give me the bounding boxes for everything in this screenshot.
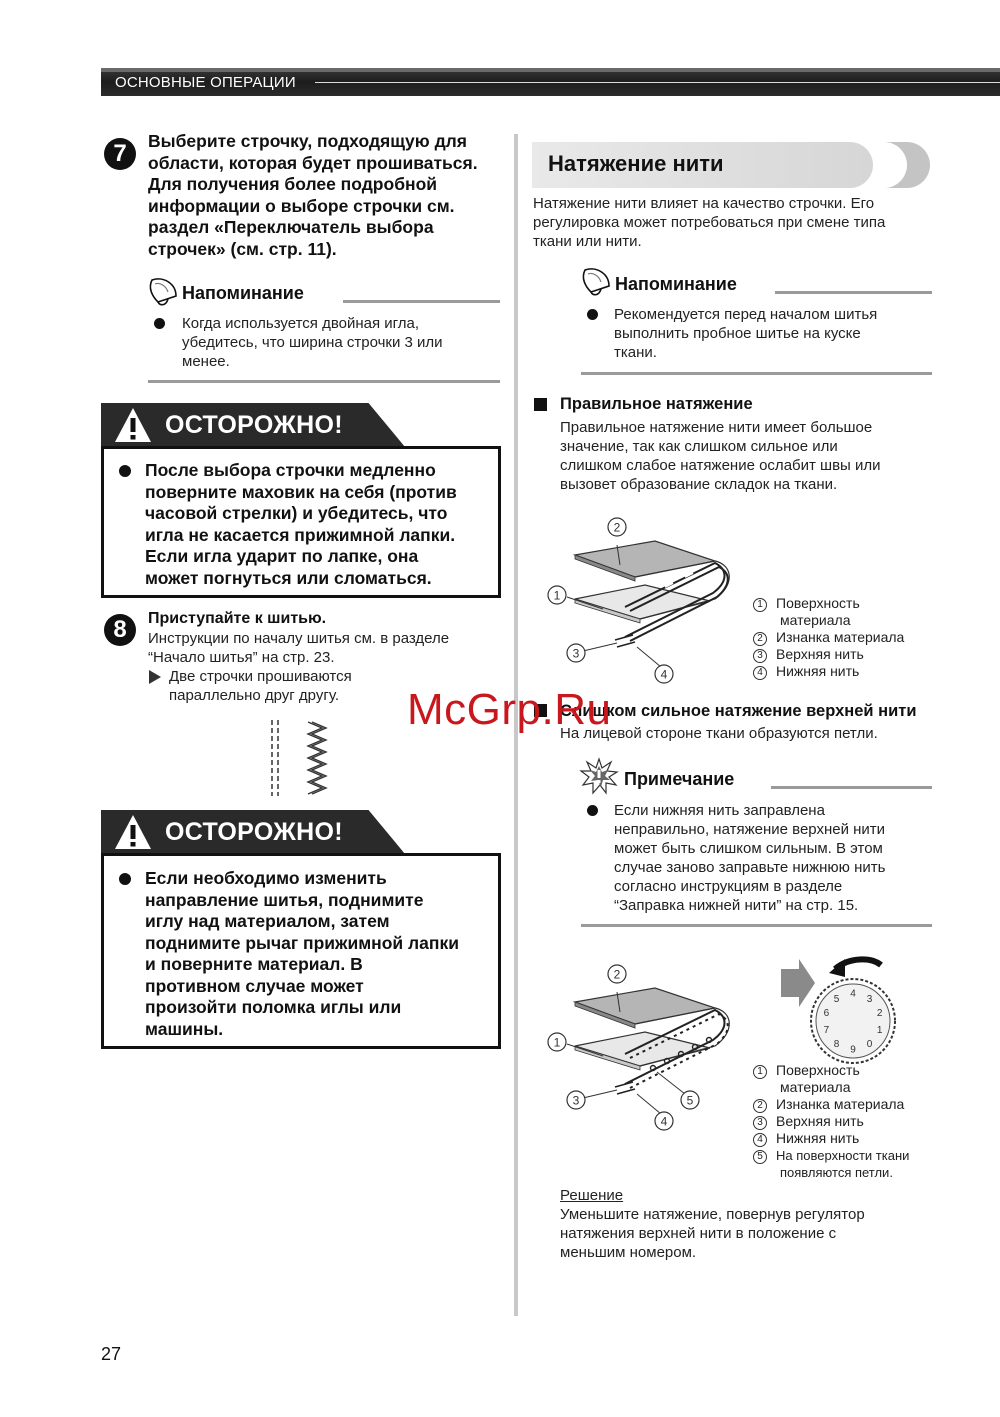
svg-text:1: 1 [553, 1035, 561, 1050]
svg-text:3: 3 [572, 1093, 580, 1108]
caution-line: произойти поломка иглы или [145, 997, 402, 1017]
legend-label: Нижняя нить [776, 1129, 860, 1146]
memo-title: Напоминание [182, 283, 304, 303]
solution-line: натяжения верхней нити в положение с [560, 1225, 837, 1242]
header-rule [315, 82, 1000, 83]
caution-line: Если необходимо изменить [145, 868, 387, 888]
memo-title: Напоминание [615, 274, 737, 294]
solution-line: Уменьшите натяжение, повернув регулятор [560, 1206, 865, 1223]
text-line: вызовет образование складок на ткани. [560, 476, 838, 493]
step-7-line: раздел «Переключатель выбора [148, 217, 434, 237]
legend-item [753, 646, 904, 663]
text-line: Правильное натяжение нити имеет большое [560, 419, 873, 436]
legend-item [753, 629, 904, 646]
result-arrow-icon [149, 670, 161, 684]
legend-number: 3 [753, 1116, 767, 1130]
intro-line: регулировка может потребоваться при смене типа [533, 214, 886, 231]
caution-line: иглу над материалом, затем [145, 911, 390, 931]
legend-label: материала [780, 1079, 851, 1095]
legend-item [753, 1147, 909, 1165]
memo-bottom-rule [148, 380, 500, 383]
legend-2 [753, 1062, 909, 1181]
legend-number: 2 [753, 632, 767, 646]
note-line: “Заправка нижней нити” на стр. 15. [614, 897, 859, 914]
legend-item [753, 1113, 909, 1130]
step-7-line: строчек» (см. стр. 11). [148, 238, 337, 259]
dial-number: 4 [850, 988, 856, 1000]
legend-number: 4 [753, 1133, 767, 1147]
svg-text:3: 3 [572, 646, 580, 661]
step-8-number: 8 [104, 614, 136, 646]
caution-text [145, 460, 457, 589]
correct-tension-heading: Правильное натяжение [560, 395, 753, 413]
memo-title-rule [343, 300, 500, 303]
note-line: может быть слишком сильным. В этом [614, 840, 883, 857]
note-line: Если нижняя нить заправлена [614, 802, 825, 819]
memo-text [614, 305, 877, 362]
section-intro [533, 194, 885, 251]
step-7-line: информации о выборе строчки см. [148, 195, 455, 216]
solution-label: Решение [560, 1187, 624, 1204]
legend-label: Верхняя нить [776, 1112, 864, 1129]
caution-line: противном случае может [145, 975, 364, 996]
legend-item [753, 595, 904, 612]
legend-label: появляются петли. [780, 1164, 893, 1180]
caution-line: может погнуться или сломаться. [145, 567, 432, 588]
dial-number: 9 [850, 1044, 856, 1056]
legend-1 [753, 595, 904, 680]
intro-line: ткани или нити. [533, 233, 642, 250]
bell-icon [579, 266, 613, 298]
note-title-rule [771, 786, 932, 789]
watermark: McGrp.Ru [407, 685, 612, 734]
dial-number: 6 [823, 1007, 830, 1019]
correct-tension-text [560, 418, 881, 494]
legend-item [753, 1096, 909, 1113]
legend-label: Верхняя нить [776, 645, 864, 662]
legend-number: 5 [753, 1150, 767, 1164]
section-title: Натяжение нити [548, 151, 724, 176]
section-square-bullet [534, 398, 547, 411]
dial-number: 3 [866, 993, 873, 1005]
caution-line: и поверните материал. В [145, 954, 363, 974]
result-line: Две строчки прошиваются [169, 668, 352, 685]
solution-text [560, 1205, 865, 1262]
memo-line: ткани. [614, 344, 657, 361]
dial-number: 2 [876, 1007, 883, 1019]
dial-number: 5 [833, 993, 840, 1005]
caution-title: ОСТОРОЖНО! [165, 818, 343, 846]
legend-label: На поверхности ткани [776, 1147, 910, 1163]
legend-number: 1 [753, 1065, 767, 1079]
caution-text [145, 868, 459, 1040]
legend-number: 1 [753, 598, 767, 612]
note-title: Примечание [624, 769, 735, 789]
dial-number: 8 [833, 1039, 840, 1051]
step-7-line: Для получения более подробной [148, 174, 438, 194]
caution-title: ОСТОРОЖНО! [165, 411, 343, 439]
note-text [614, 801, 885, 915]
step-8-text [148, 629, 449, 667]
bullet [119, 873, 131, 885]
bullet [154, 318, 165, 329]
step-7-number: 7 [104, 138, 136, 170]
legend-item [753, 1062, 909, 1079]
svg-text:2: 2 [613, 967, 621, 982]
legend-number: 3 [753, 649, 767, 663]
legend-label: материала [780, 612, 851, 628]
memo-title-rule [775, 291, 932, 294]
note-line: неправильно, натяжение верхней нити [614, 821, 886, 838]
legend-label: Нижняя нить [776, 662, 860, 679]
twin-stitch-illustration [262, 718, 334, 800]
step-8-line: Инструкции по началу шитья см. в разделе [148, 630, 450, 647]
solution-line: меньшим номером. [560, 1244, 697, 1261]
step-7-text [148, 131, 478, 260]
caution-line: направление шитья, поднимите [145, 889, 424, 910]
legend-item [753, 663, 904, 680]
result-line: параллельно друг другу. [169, 687, 339, 704]
note-line: случае заново заправьте нижнюю нить [614, 859, 886, 876]
caution-line: поднимите рычаг прижимной лапки [145, 932, 459, 953]
legend-label: Изнанка материала [776, 628, 905, 645]
tension-dial-illustration [779, 955, 899, 1063]
text-line: слишком слабое натяжение ослабит швы или [560, 457, 881, 474]
dial-number: 7 [823, 1025, 830, 1037]
warning-icon [113, 813, 153, 851]
header-bar [101, 68, 1000, 96]
header-title: ОСНОВНЫЕ ОПЕРАЦИИ [115, 74, 296, 91]
caution-line: часовой стрелки) и убедитесь, что [145, 503, 448, 523]
caution-line: машины. [145, 1018, 224, 1039]
memo-text [182, 314, 443, 371]
note-line: согласно инструкциям в разделе [614, 878, 843, 895]
caution-line: игла не касается прижимной лапки. [145, 524, 456, 545]
bullet [587, 309, 598, 320]
legend-label: Поверхность [776, 1062, 860, 1078]
memo-line: выполнить пробное шитье на куске [614, 325, 861, 342]
caution-line: Если игла ударит по лапке, она [145, 546, 419, 566]
svg-text:4: 4 [660, 667, 668, 682]
note-burst-icon [580, 758, 618, 794]
dial-number: 0 [866, 1039, 873, 1051]
text-line: значение, так как слишком сильное или [560, 438, 838, 455]
page-number: 27 [101, 1344, 122, 1364]
correct-tension-illustration [545, 515, 745, 685]
legend-number: 2 [753, 1099, 767, 1113]
bullet [587, 805, 598, 816]
svg-text:2: 2 [613, 520, 621, 535]
legend-label: Поверхность [776, 595, 860, 611]
caution-line: поверните маховик на себя (против [145, 481, 457, 502]
svg-text:4: 4 [660, 1114, 668, 1129]
memo-line: менее. [182, 353, 230, 370]
memo-line: Когда используется двойная игла, [182, 315, 420, 332]
too-tight-text: На лицевой стороне ткани образуются петли. [560, 725, 878, 742]
memo-line: Рекомендуется перед началом шитья [614, 306, 878, 323]
intro-line: Натяжение нити влияет на качество строчки. Его [533, 195, 875, 212]
memo-bottom-rule [581, 372, 932, 375]
legend-item [753, 1130, 909, 1147]
dial-number: 1 [876, 1025, 883, 1037]
step-8-line: “Начало шитья” на стр. 23. [148, 649, 335, 666]
legend-number: 4 [753, 666, 767, 680]
step-7-line: Выберите строчку, подходящую для [148, 131, 467, 151]
step-7-line: области, которая будет прошиваться. [148, 152, 478, 173]
memo-line: убедитесь, что ширина строчки 3 или [182, 334, 443, 351]
step-8-title: Приступайте к шитью. [148, 610, 327, 627]
legend-label: Изнанка материала [776, 1095, 905, 1112]
warning-icon [113, 406, 153, 444]
bullet [119, 465, 131, 477]
bell-icon [146, 276, 180, 308]
step-8-result [169, 667, 352, 705]
too-tight-heading: Слишком сильное натяжение верхней нити [560, 702, 917, 720]
svg-text:5: 5 [686, 1093, 694, 1108]
svg-text:1: 1 [553, 588, 561, 603]
tight-tension-illustration [545, 962, 755, 1134]
note-bottom-rule [581, 924, 932, 927]
caution-line: После выбора строчки медленно [145, 460, 436, 480]
